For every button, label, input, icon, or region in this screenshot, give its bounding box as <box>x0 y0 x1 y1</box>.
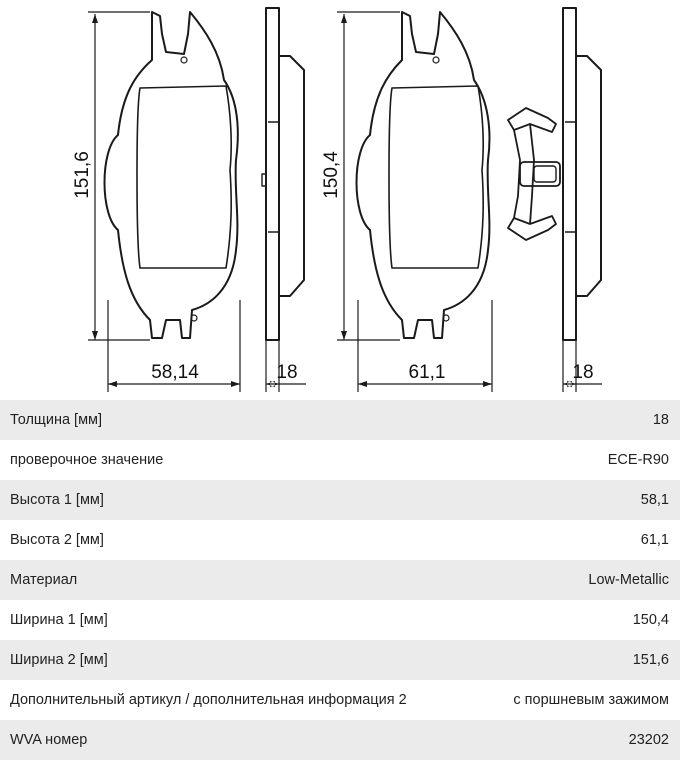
dim-thickness-left: 18 <box>276 362 298 383</box>
left-pad-front-view <box>105 12 238 338</box>
spec-value: 150,4 <box>632 612 669 628</box>
spec-value: Low-Metallic <box>588 572 669 588</box>
piston-clip <box>508 108 560 240</box>
spec-label: проверочное значение <box>10 452 164 468</box>
dim-height-left: 151,6 <box>72 151 93 199</box>
spec-label: Дополнительный артикул / дополнительная информация 2 <box>10 692 407 708</box>
spec-value: 151,6 <box>632 652 669 668</box>
dim-thickness-right: 18 <box>572 362 594 383</box>
left-pad-side-view <box>262 8 304 340</box>
spec-row-thickness <box>0 400 680 440</box>
spec-label: Ширина 2 [мм] <box>10 652 108 668</box>
spec-row-height-1 <box>0 480 680 520</box>
dim-width-right: 61,1 <box>408 362 446 383</box>
spec-row-material <box>0 560 680 600</box>
spec-table <box>0 400 680 760</box>
spec-row-height-2 <box>0 520 680 560</box>
spec-value: 58,1 <box>640 492 669 508</box>
spec-row-additional-info <box>0 680 680 720</box>
spec-row-width-2 <box>0 640 680 680</box>
spec-value: ECE-R90 <box>607 452 669 468</box>
spec-row-width-1 <box>0 600 680 640</box>
right-pad-front-view <box>357 12 490 338</box>
spec-label: WVA номер <box>10 732 88 748</box>
dim-width-left: 58,14 <box>151 362 199 383</box>
spec-row-test-value <box>0 440 680 480</box>
spec-value: 61,1 <box>640 532 669 548</box>
spec-value: 23202 <box>628 732 669 748</box>
spec-label: Толщина [мм] <box>10 412 103 428</box>
spec-value: с поршневым зажимом <box>513 692 669 708</box>
right-pad-side-view <box>563 8 601 340</box>
spec-label: Ширина 1 [мм] <box>10 612 108 628</box>
spec-label: Высота 2 [мм] <box>10 532 104 548</box>
spec-row-wva-number <box>0 720 680 760</box>
spec-value: 18 <box>652 412 669 428</box>
spec-label: Высота 1 [мм] <box>10 492 104 508</box>
spec-label: Материал <box>10 572 78 588</box>
dim-height-right: 150,4 <box>321 151 342 199</box>
